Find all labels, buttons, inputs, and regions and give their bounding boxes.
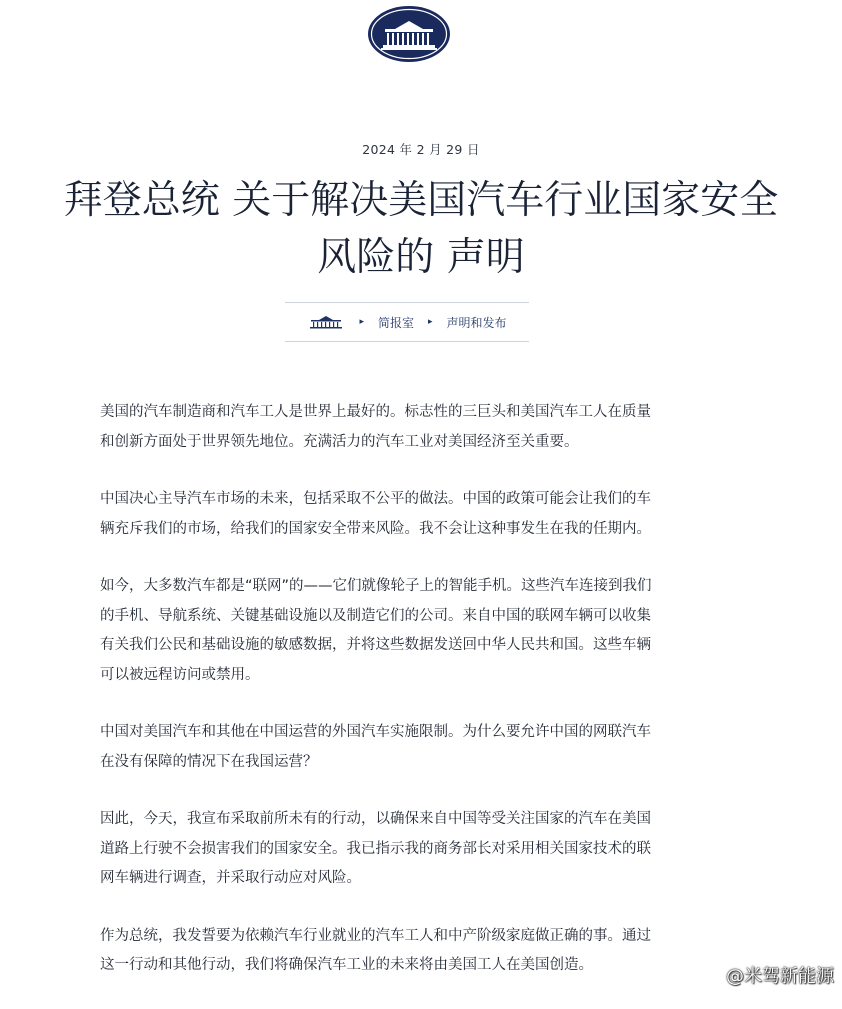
weibo-watermark (701, 962, 834, 988)
article-paragraph (100, 805, 730, 894)
title-line: 拜登总统 关于解决美国汽车行业国家安全 (63, 178, 779, 223)
watermark-text: @米驾新能源 (726, 966, 834, 987)
article-body (100, 398, 730, 1009)
title-line: 风险的 声明 (317, 235, 525, 280)
article-paragraph (100, 922, 730, 981)
article-paragraph (100, 485, 730, 544)
white-house-seal-icon[interactable] (367, 5, 451, 63)
chevron-right-icon: ▸ (428, 317, 433, 327)
weibo-icon (701, 964, 723, 987)
chevron-right-icon: ▸ (359, 317, 364, 327)
white-house-icon[interactable] (307, 315, 345, 329)
paragraph-line: 网车辆进行调查，并采取行动应对风险。 (100, 870, 361, 886)
page-title (0, 172, 842, 286)
breadcrumb (285, 302, 529, 342)
paragraph-line: 这一行动和其他行动，我们将确保汽车工业的未来将由美国工人在美国创造。 (100, 957, 593, 973)
paragraph-line: 辆充斥我们的市场，给我们的国家安全带来风险。我不会让这种事发生在我的任期内。 (100, 520, 651, 537)
article-paragraph (100, 572, 730, 690)
paragraph-line: 和创新方面处于世界领先地位。充满活力的汽车工业对美国经济至关重要。 (100, 433, 579, 450)
paragraph-line: 中国对美国汽车和其他在中国运营的外国汽车实施限制。为什么要允许中国的网联汽车 (100, 724, 651, 740)
paragraph-line: 美国的汽车制造商和汽车工人是世界上最好的。标志性的三巨头和美国汽车工人在质量 (100, 404, 651, 420)
publish-date: 2024 年 2 月 29 日 (362, 142, 480, 157)
paragraph-line: 在没有保障的情况下在我国运营？ (100, 753, 318, 770)
paragraph-line: 因此，今天，我宣布采取前所未有的行动，以确保来自中国等受关注国家的汽车在美国 (100, 811, 651, 827)
article-paragraph (100, 398, 730, 457)
paragraph-line: 中国决心主导汽车市场的未来，包括采取不公平的做法。中国的政策可能会让我们的车 (100, 491, 651, 507)
breadcrumb-item-briefing-room[interactable]: 简报室 (377, 315, 414, 330)
paragraph-line: 如今，大多数汽车都是“联网”的——它们就像轮子上的智能手机。这些汽车连接到我们 (100, 578, 652, 594)
paragraph-line: 作为总统，我发誓要为依赖汽车行业就业的汽车工人和中产阶级家庭做正确的事。通过 (100, 927, 651, 944)
paragraph-line: 可以被远程访问或禁用。 (100, 666, 260, 683)
paragraph-line: 的手机、导航系统、关键基础设施以及制造它们的公司。来自中国的联网车辆可以收集 (100, 607, 651, 624)
paragraph-line: 有关我们公民和基础设施的敏感数据，并将这些数据发送回中华人民共和国。这些车辆 (100, 637, 651, 653)
article-paragraph (100, 718, 730, 777)
breadcrumb-item-statements-releases[interactable]: 声明和发布 (446, 315, 507, 330)
paragraph-line: 道路上行驶不会损害我们的国家安全。我已指示我的商务部长对采用相关国家技术的联 (100, 840, 651, 857)
